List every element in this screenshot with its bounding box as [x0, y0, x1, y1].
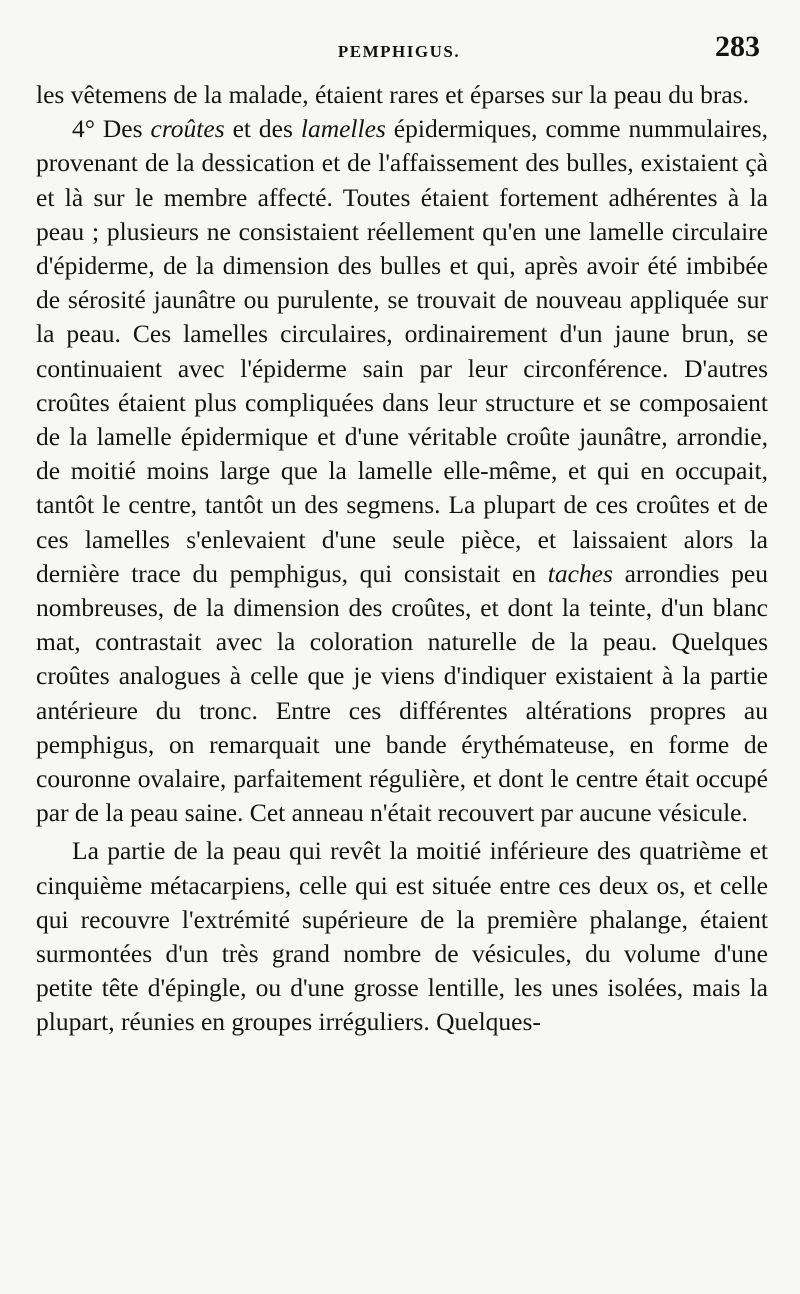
page-number: 283 [715, 30, 760, 63]
body-text [36, 78, 768, 1040]
paragraph-continued: les vêtemens de la malade, étaient rares et éparses sur la peau du bras. [36, 80, 749, 109]
paragraph-crusts: 4° Des croûtes et des lamelles épidermiques, comme nummulaires, provenant de la dessication et de l'affaissement des bulles, existaient çà et là sur le membre affecté. Toutes étaient fortement adhérentes à la peau ; plusieurs ne consistaient réellement qu'en une lamelle circulaire d'épiderme, de la dimension des bulles et qui, après avoir été imbibée de sérosité jaunâtre ou purulente, se trouvait de nouveau appliquée sur la peau. Ces lamelles circulaires, ordinairement d'un jaune brun, se continuaient avec l'épiderme sain par leur circonférence. D'autres croûtes étaient plus compliquées dans leur structure et se composaient de la lamelle épidermique et d'une véritable croûte jaunâtre, arrondie, de moitié moins large que la lamelle elle-même, et qui en occupait, tantôt le centre, tantôt un des segmens. La plupart de ces croûtes et de ces lamelles s'enlevaient d'une seule pièce, et laissaient alors la dernière trace du pemphigus, qui consistait en taches arrondies peu nombreuses, de la dimension des croûtes, et dont la teinte, d'un blanc mat, contrastait avec la coloration naturelle de la peau. Quelques croûtes analogues à celle que je viens d'indiquer existaient à la partie antérieure du tronc. Entre ces différentes altérations propres au pemphigus, on remarquait une bande érythémateuse, en forme de couronne ovalaire, parfaitement régulière, et dont le centre était occupé par de la peau saine. Cet anneau n'était recouvert par aucune vésicule. [36, 114, 768, 828]
paragraph-vesicles: La partie de la peau qui revêt la moitié inférieure des quatrième et cinquième métacarpiens, celle qui est située entre ces deux os, et celle qui recouvre l'extrémité supérieure de la première phalange, étaient surmontées d'un très grand nombre de vésicules, du volume d'une petite tête d'épingle, ou d'une grosse lentille, les unes isolées, mais la plupart, réunies en groupes irréguliers. Quelques- [36, 836, 768, 1037]
page-header [38, 30, 760, 74]
running-head: PEMPHIGUS. [337, 42, 461, 61]
